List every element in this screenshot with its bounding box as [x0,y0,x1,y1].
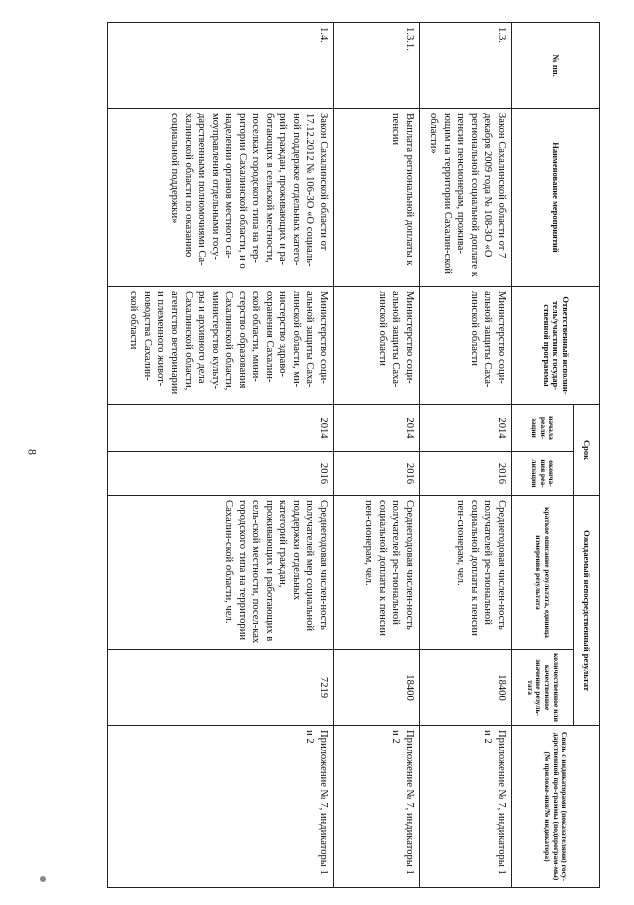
row-end: 2016 [420,452,512,496]
row-num: 1.4. [108,23,334,109]
row-responsible: Министерство соци-альной защиты Саха-линской области, ми-нистерство здраво-охранения Сахалин-ской области, мини-стерство образования Сахалинской области, министерство культу-ры и архивного дела Сахалинской области, агентство ветеринарии и племенного живот-новодства Сахалин-ской области [108,287,334,405]
row-name: Закон Сахалинской области от 17.12.2012 № 106-ЗО «О социаль-ной поддержке отдельных катего-рий граждан, проживающих и ра-ботающих в сельской местности, поселках городского типа на тер-ритории Сахалинской области, и о наделении органов местного са-моуправления отдельными госу-дарственными полномочиями Са-халинской области по оказанию социальной поддержки» [108,109,334,287]
row-start: 2014 [334,405,420,452]
row-link: Приложение № 7, индикаторы 1 и 2 [334,726,420,888]
measures-table [107,22,600,888]
row-name: Выплата региональной доплаты к пенсии [334,109,420,287]
row-value: 7219 [108,650,334,726]
row-num: 1.3. [420,23,512,109]
header-result-value: количественное или качественное значение резуль-тата [512,650,574,726]
header-term: Срок [574,405,600,496]
row-desc: Среднегодовая числен-ность получателей ре-гиональной социальной доплаты к пенсии пен-сионерам, чел. [334,496,420,650]
row-desc: Среднегодовая числен-ность получателей мер социальной поддержки отдельных категорий граждан, проживающих и работающих в сель-ской местности, посел-ках городского типа на территории Сахалин-ской области, чел. [108,496,334,650]
row-num: 1.3.1. [334,23,420,109]
page-number: 8 [25,449,40,455]
row-desc: Среднегодовая числен-ность получателей ре-гиональной социальной доплаты к пенсии пен-сионерам, чел. [420,496,512,650]
header-link: Связь с индикаторами (показателями) госу-дарственной про-граммы (подпрограм-мы) (№ приложе-ния/№ индикатора) [512,726,600,888]
header-name: Наименование мероприятий [512,109,600,287]
header-num: № пп. [512,23,600,109]
header-term-end: оконча-ния реа-лизации [512,452,574,496]
header-responsible: Ответственный исполни-тель/участник государ-ственной программы [512,287,600,405]
header-result-desc: краткое описание результата, единица измерения результата [512,496,574,650]
scan-mark [40,876,46,882]
row-link: Приложение № 7, индикаторы 1 и 2 [420,726,512,888]
row-value: 18400 [334,650,420,726]
header-result: Ожидаемый непосредственный результат [574,496,600,726]
table-row [334,23,420,888]
row-responsible: Министерство соци-альной защиты Саха-линской области [420,287,512,405]
row-start: 2014 [420,405,512,452]
row-end: 2016 [108,452,334,496]
row-end: 2016 [334,452,420,496]
rotated-table-container [105,22,600,887]
row-link: Приложение № 7, индикаторы 1 и 2 [108,726,334,888]
row-value: 18400 [420,650,512,726]
row-start: 2014 [108,405,334,452]
header-term-start: начала реали-зации [512,405,574,452]
table-row [108,23,334,888]
row-name: Закон Сахалинской области от 7 декабря 2009 года № 108-ЗО «О региональной социальной доплате к пенсии пенсионерам, прожива-ющим на территории Сахалин-ской области» [420,109,512,287]
row-responsible: Министерство соци-альной защиты Саха-линской области [334,287,420,405]
table-row [420,23,512,888]
